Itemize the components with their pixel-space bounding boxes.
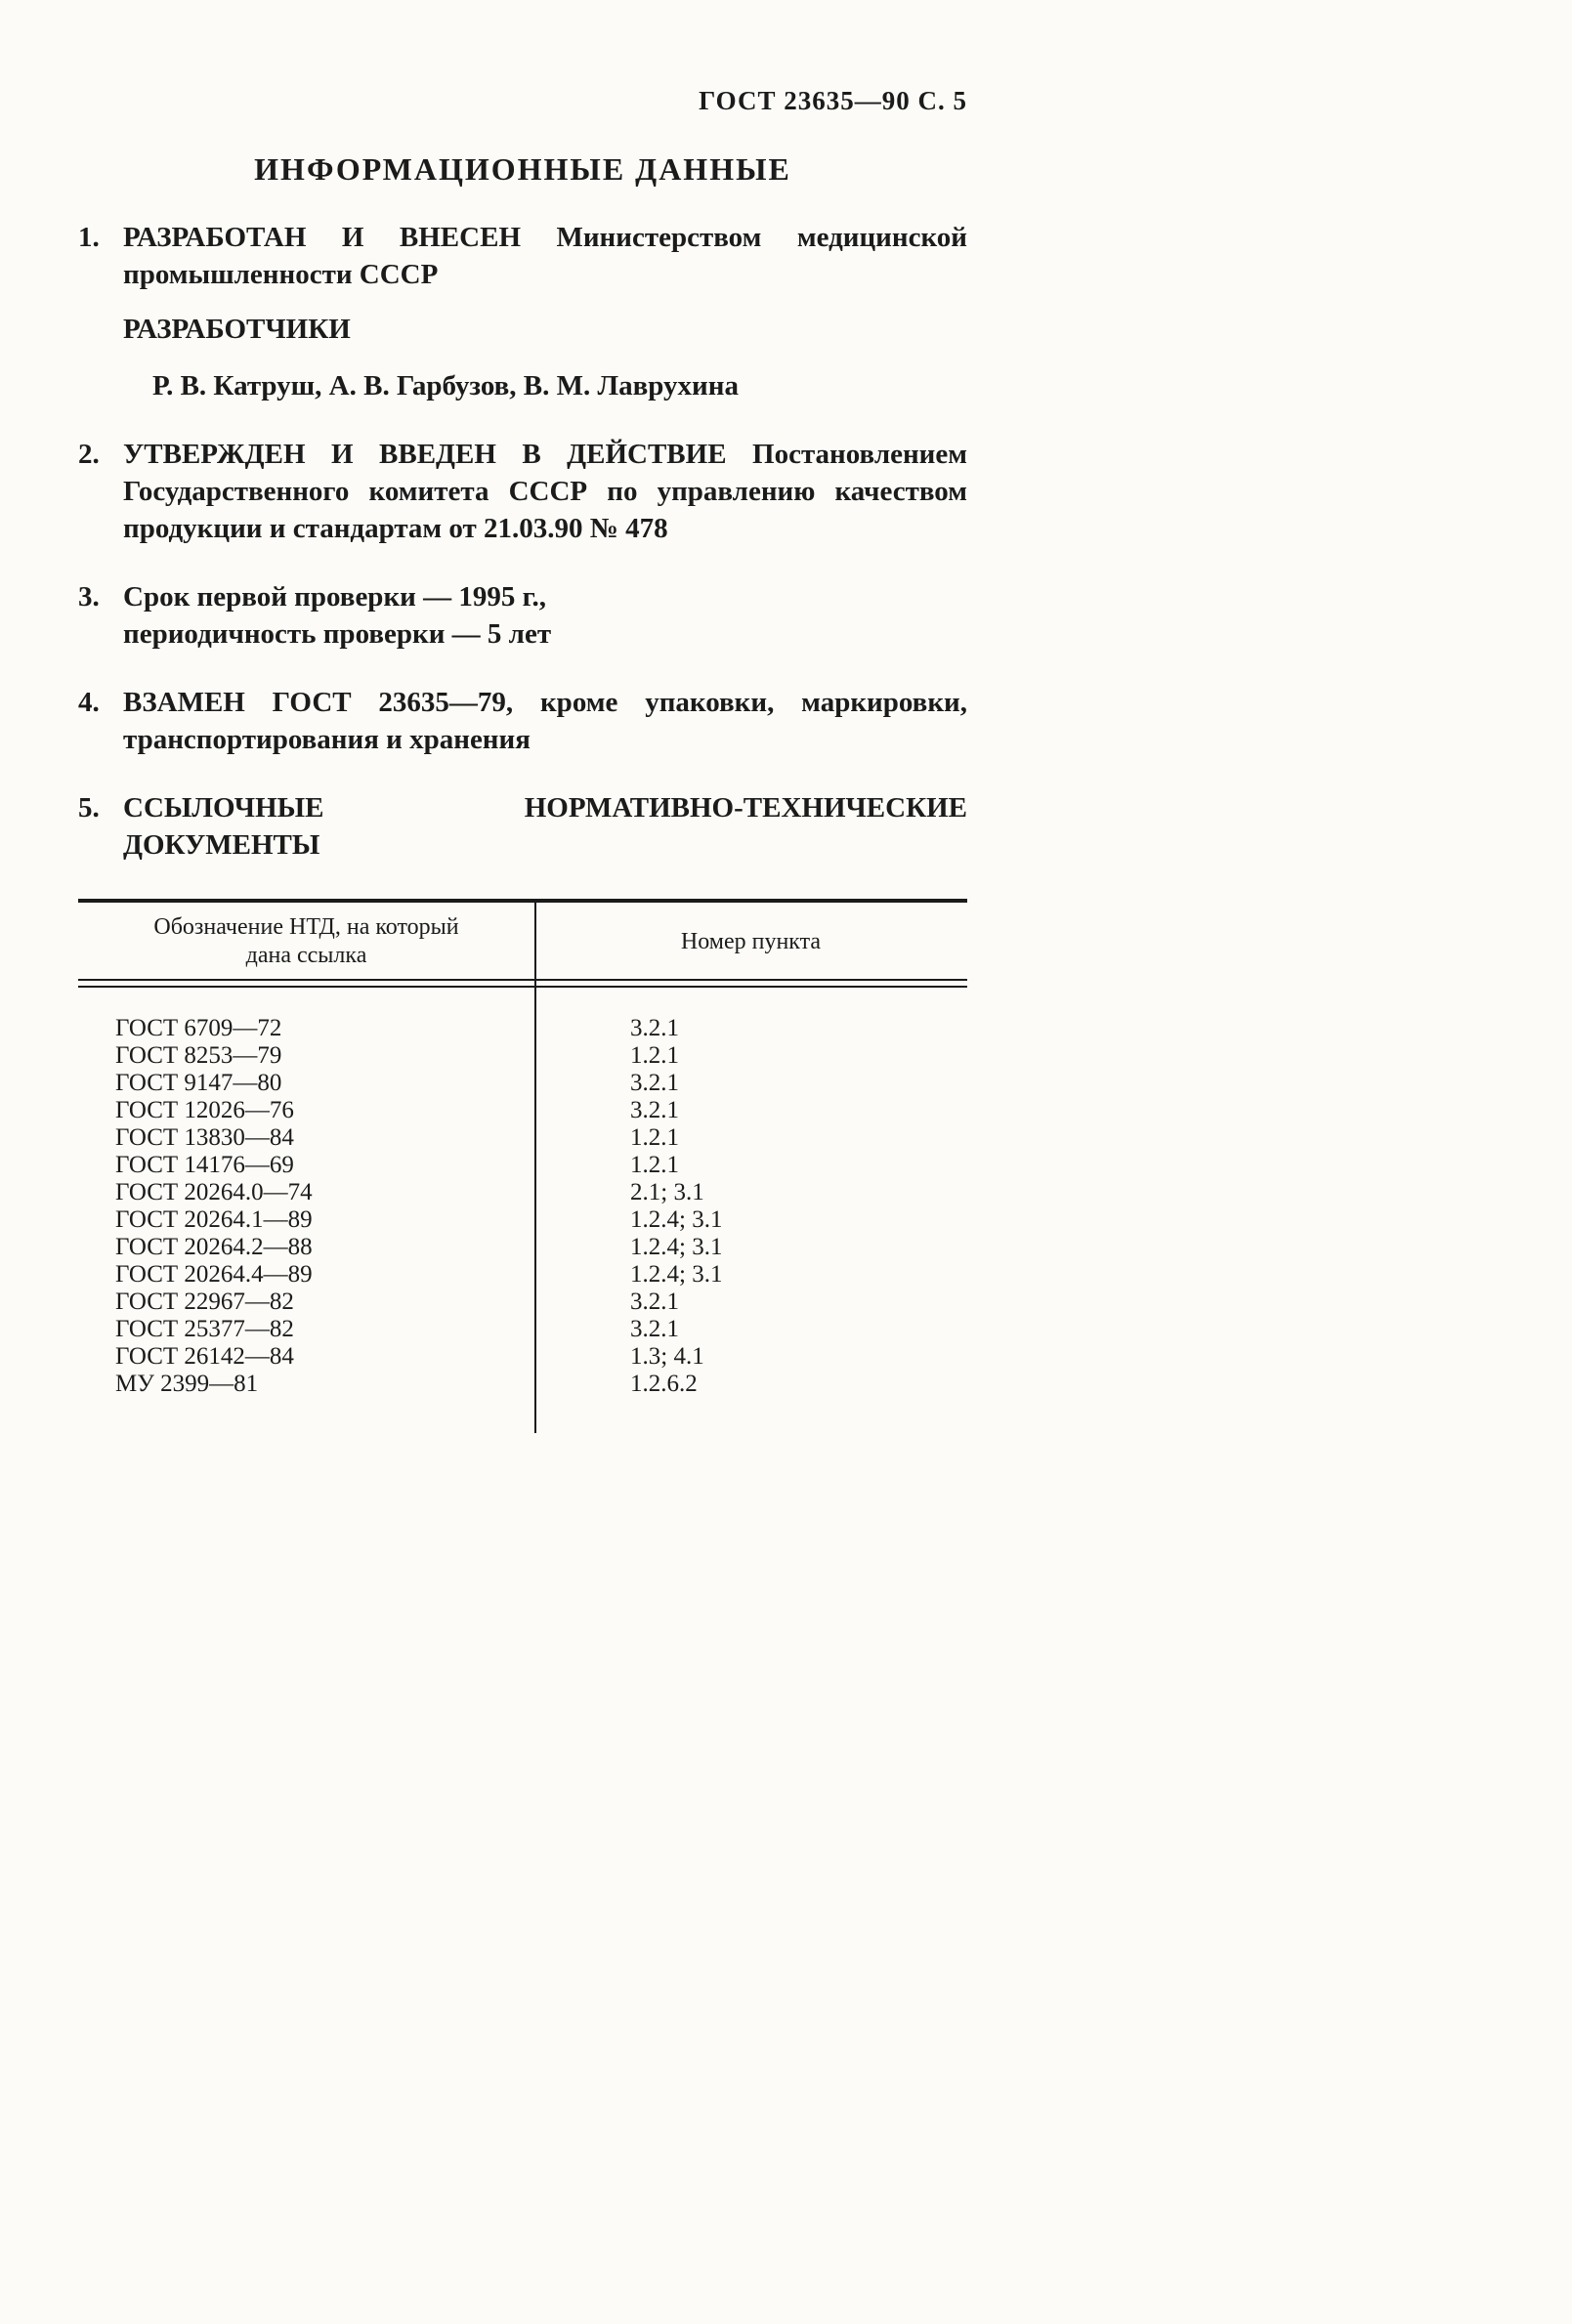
punkt-cell: 2.1; 3.1	[630, 1179, 704, 1205]
list-item-5	[78, 789, 967, 864]
table-header-cell-punkt	[534, 903, 967, 979]
item-number: 2.	[78, 439, 100, 470]
ntd-cell: ГОСТ 20264.2—88	[115, 1234, 313, 1260]
item-text-line: Срок первой проверки — 1995 г.,	[123, 581, 547, 613]
item-number: 3.	[78, 581, 100, 613]
table-row	[78, 1371, 967, 1398]
list-item-1	[78, 219, 967, 404]
punkt-cell: 1.2.1	[630, 1042, 679, 1069]
table-row	[78, 1070, 967, 1097]
ntd-cell: ГОСТ 20264.0—74	[115, 1179, 313, 1205]
developers-names: Р. В. Катруш, А. В. Гарбузов, В. М. Лаврухина	[152, 370, 739, 401]
ntd-cell: ГОСТ 25377—82	[115, 1316, 294, 1342]
item-text: РАЗРАБОТАН И ВНЕСЕН Министерством медицинской промышленности СССР	[123, 222, 967, 290]
item-body	[123, 684, 967, 758]
punkt-cell: 3.2.1	[630, 1070, 679, 1096]
item-text: УТВЕРЖДЕН И ВВЕДЕН В ДЕЙСТВИЕ Постановлением Государственного комитета СССР по управлению качеством продукции и стандартам от 21.03.90 № 478	[123, 439, 967, 544]
ntd-cell: ГОСТ 6709—72	[115, 1015, 282, 1041]
item-number: 1.	[78, 222, 100, 253]
ntd-cell: МУ 2399—81	[115, 1371, 259, 1397]
page-content	[78, 86, 967, 1433]
item-number: 4.	[78, 687, 100, 718]
ntd-cell: ГОСТ 20264.1—89	[115, 1206, 313, 1233]
page-title: ИНФОРМАЦИОННЫЕ ДАННЫЕ	[254, 151, 791, 187]
punkt-cell: 1.2.4; 3.1	[630, 1261, 723, 1288]
punkt-cell: 3.2.1	[630, 1316, 679, 1342]
developers-subheading: РАЗРАБОТЧИКИ	[123, 314, 351, 345]
table-row	[78, 1206, 967, 1234]
table-row	[78, 1289, 967, 1316]
table-row	[78, 1097, 967, 1124]
table-row	[78, 1261, 967, 1289]
table-row	[78, 1015, 967, 1042]
ntd-cell: ГОСТ 13830—84	[115, 1124, 294, 1151]
punkt-cell: 1.2.1	[630, 1124, 679, 1151]
table-header-cell-ntd	[78, 903, 534, 979]
item-body	[123, 436, 967, 547]
punkt-cell: 1.2.4; 3.1	[630, 1206, 723, 1233]
table-row	[78, 1042, 967, 1070]
table-column-divider	[534, 903, 536, 1433]
table-row	[78, 1343, 967, 1371]
item-body	[123, 578, 967, 653]
punkt-cell: 3.2.1	[630, 1015, 679, 1041]
ntd-cell: ГОСТ 9147—80	[115, 1070, 282, 1096]
list-item-3	[78, 578, 967, 653]
punkt-cell: 1.2.6.2	[630, 1371, 698, 1397]
punkt-cell: 1.3; 4.1	[630, 1343, 704, 1370]
list-item-2	[78, 436, 967, 547]
item-text: ССЫЛОЧНЫЕ НОРМАТИВНО-ТЕХНИЧЕСКИЕ ДОКУМЕНТЫ	[123, 792, 967, 861]
item-number: 5.	[78, 792, 100, 824]
table-header-row	[78, 903, 967, 979]
table-row	[78, 1316, 967, 1343]
table-row	[78, 1234, 967, 1261]
item-body	[123, 219, 967, 404]
ntd-cell: ГОСТ 14176—69	[115, 1152, 294, 1178]
item-text: ВЗАМЕН ГОСТ 23635—79, кроме упаковки, маркировки, транспортирования и хранения	[123, 687, 967, 755]
table-row	[78, 1179, 967, 1206]
table-header-text: Номер пункта	[680, 928, 822, 954]
page-header: ГОСТ 23635—90 С. 5	[699, 86, 967, 115]
ntd-cell: ГОСТ 22967—82	[115, 1289, 294, 1315]
table-header-text: Обозначение НТД, на который дана ссылка	[153, 914, 459, 968]
punkt-cell: 1.2.1	[630, 1152, 679, 1178]
item-text-line: периодичность проверки — 5 лет	[123, 618, 552, 650]
ntd-cell: ГОСТ 12026—76	[115, 1097, 294, 1123]
punkt-cell: 1.2.4; 3.1	[630, 1234, 723, 1260]
table-body	[78, 988, 967, 1433]
item-body	[123, 789, 967, 864]
ntd-cell: ГОСТ 8253—79	[115, 1042, 282, 1069]
table-row	[78, 1152, 967, 1179]
item-text	[123, 578, 967, 653]
ntd-cell: ГОСТ 20264.4—89	[115, 1261, 313, 1288]
punkt-cell: 3.2.1	[630, 1289, 679, 1315]
table-row	[78, 1124, 967, 1152]
references-table	[78, 899, 967, 1433]
punkt-cell: 3.2.1	[630, 1097, 679, 1123]
list-item-4	[78, 684, 967, 758]
table-header-divider	[78, 979, 967, 988]
ntd-cell: ГОСТ 26142—84	[115, 1343, 294, 1370]
